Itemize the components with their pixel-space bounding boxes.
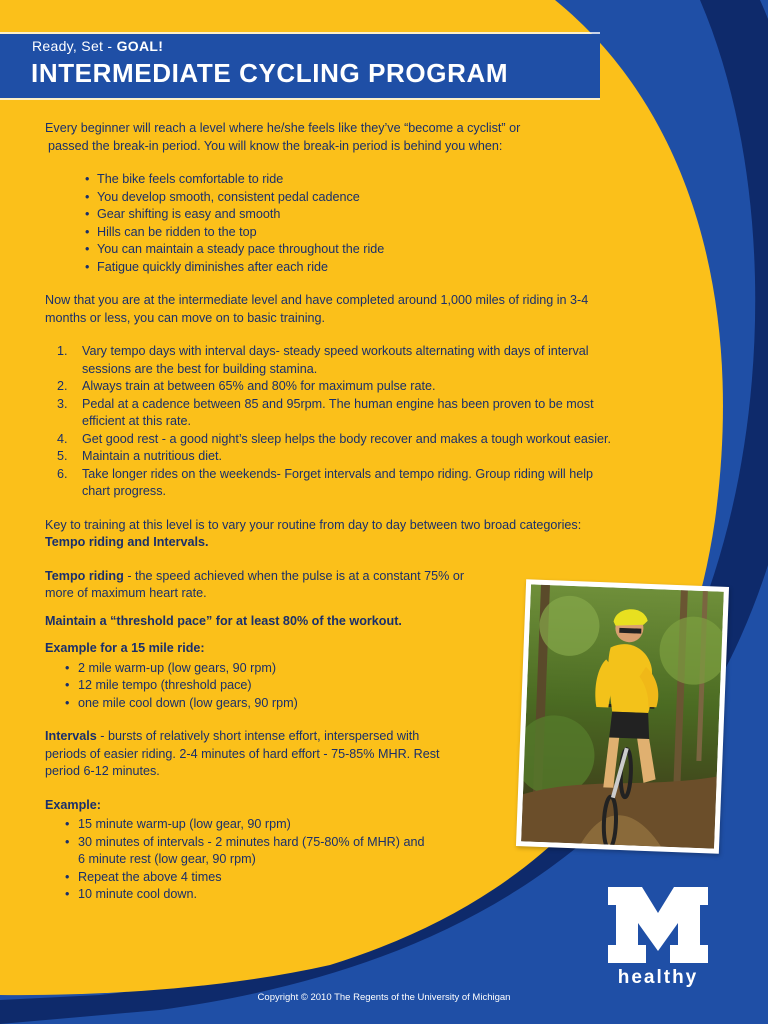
step-text: Always train at between 65% and 80% for maximum pulse rate. [82,379,436,393]
intervals-line-3: period 6-12 minutes. [45,764,160,778]
key-line-1: Key to training at this level is to vary your routine from day to day between two broad categories: [45,517,582,532]
step-item [45,378,670,396]
intervals-line-2: periods of easier riding. 2-4 minutes of hard effort - 75-85% MHR. Rest [45,746,440,761]
step-text: Maintain a nutritious diet. [82,449,223,463]
logo-wordmark: healthy [617,967,699,988]
intervals-definition [45,728,515,781]
tempo-line-2: more of maximum heart rate. [45,586,207,600]
tempo-line-1: - the speed achieved when the pulse is at a constant 75% or [123,568,465,583]
intermediate-line-1: Now that you are at the intermediate level and have completed around 1,000 miles of riding in 3-4 [45,293,589,307]
list-item: • one mile cool down (low gears, 90 rpm) [45,695,670,713]
intervals-term: Intervals [45,729,97,743]
list-item: • Hills can be ridden to the top [45,224,670,242]
list-item: • You can maintain a steady pace throughout the ride [45,241,670,259]
step-item [45,431,670,449]
tempo-definition [45,568,515,603]
list-item-text: 15 minute warm-up (low gear, 90 rpm) [78,817,291,831]
kicker-lead: Ready, Set - [32,38,113,54]
step-text-cont: sessions are the best for building stamina. [82,361,318,376]
intro-paragraph [45,120,670,155]
training-steps [45,343,670,501]
list-item: • You develop smooth, consistent pedal cadence [45,189,670,207]
step-item [45,343,670,378]
intervals-line-1: - bursts of relatively short intense effort, interspersed with [96,729,420,743]
step-text: Take longer rides on the weekends- Forget intervals and tempo riding. Group riding will help [82,466,594,481]
step-text: Pedal at a cadence between 85 and 95rpm. The human engine has been proven to be most [82,396,594,411]
list-item: • 2 mile warm-up (low gears, 90 rpm) [45,660,670,678]
step-item [45,448,670,466]
list-item: • Fatigue quickly diminishes after each ride [45,259,670,277]
tempo-example-heading: Example for a 15 mile ride: [45,641,205,655]
list-item-text: 30 minutes of intervals - 2 minutes hard (75-80% of MHR) and [78,834,425,849]
step-number: 4. [57,431,68,446]
list-item: • The bike feels comfortable to ride [45,171,670,189]
cyclist-photo-image [521,584,724,848]
intervals-example-heading: Example: [45,797,101,812]
key-categories: Tempo riding and Intervals. [45,535,209,549]
step-item [45,466,670,501]
tempo-term: Tempo riding [45,568,124,583]
intermediate-paragraph [45,292,670,327]
page-title: INTERMEDIATE CYCLING PROGRAM [31,58,509,88]
list-item [45,886,670,904]
step-item [45,396,670,431]
intro-line-2: passed the break-in period. You will know the break-in period is behind you when: [48,138,503,153]
block-m-logo [608,887,708,963]
kicker-bold: GOAL! [116,38,164,54]
header-kicker [32,38,163,54]
step-text: Vary tempo days with interval days- steady speed workouts alternating with days of interval [82,344,589,358]
list-item [45,869,670,887]
breakin-list [45,171,670,276]
cyclist-photo [516,579,729,854]
step-number: 2. [57,379,68,393]
copyright-footer: Copyright © 2010 The Regents of the University of Michigan [257,992,511,1003]
step-text-cont: efficient at this rate. [82,414,191,428]
intermediate-line-2: months or less, you can move on to basic training. [45,310,326,325]
step-number: 5. [57,449,68,463]
step-number: 6. [57,466,68,481]
list-item-text: Repeat the above 4 times [78,869,222,884]
list-item: • Gear shifting is easy and smooth [45,206,670,224]
intro-line-1: Every beginner will reach a level where he/she feels like they’ve “become a cyclist” or [45,121,521,135]
key-paragraph [45,517,670,552]
step-number: 3. [57,396,68,411]
step-text: Get good rest - a good night’s sleep helps the body recover and makes a tough workout easier. [82,431,612,446]
list-item-text-cont: 6 minute rest (low gear, 90 rpm) [78,852,256,866]
list-item: • 12 mile tempo (threshold pace) [45,677,670,695]
header-banner [0,34,590,98]
list-item-text: 10 minute cool down. [78,887,198,901]
step-text-cont: chart progress. [82,484,166,498]
step-number: 1. [57,344,68,358]
threshold-note: Maintain a “threshold pace” for at least 80% of the workout. [45,613,402,628]
